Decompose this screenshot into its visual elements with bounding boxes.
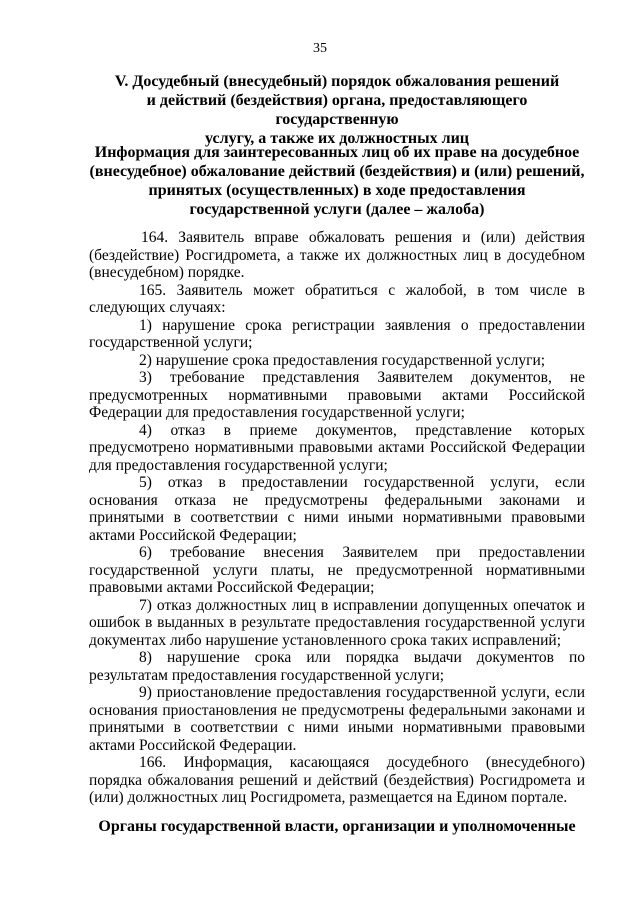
section-title-line: V. Досудебный (внесудебный) порядок обжалования решений [114,73,560,90]
info-subtitle-line: государственной услуги (далее – жалоба) [189,201,485,218]
paragraph-166: 166. Информация, касающаяся досудебного (внесудебного) порядка обжалования решений и действий (бездействия) Росгидромета и (или) должностных лиц Росгидромета, размещается на Едином портале. [89,754,585,806]
list-item-9: 9) приостановление предоставления государственной услуги, если основания приостановления не предусмотрены федеральными законами и принятыми в соответствии с ними иными нормативными правовыми актами Российской Федерации. [89,684,585,754]
list-item-8: 8) нарушение срока или порядка выдачи документов по результатам предоставления государственной услуги; [89,649,585,684]
list-item-1: 1) нарушение срока регистрации заявления о предоставлении государственной услуги; [89,316,585,351]
list-item-5: 5) отказ в предоставлении государственной услуги, если основания отказа не предусмотрены федеральными законами и принятыми в соответствии с ними иными нормативными правовыми актами Российской Федерации; [89,474,585,544]
info-subtitle-line: (внесудебное) обжалование действий (бездействия) и (или) решений, [89,163,585,180]
section-title-line: услугу, а также их должностных лиц [205,130,469,147]
info-subtitle [89,143,585,219]
section-title [89,72,585,148]
section-title-line: и действий (бездействия) органа, предоставляющего государственную [146,92,528,128]
list-item-7: 7) отказ должностных лиц в исправлении допущенных опечаток и ошибок в выданных в результате предоставления государственной услуги документах либо нарушение установленного срока таких исправлений; [89,596,585,649]
list-item-6: 6) требование внесения Заявителем при предоставлении государственной услуги платы, не предусмотренной нормативными правовыми актами Российской Федерации; [89,544,585,596]
paragraph-165: 165. Заявитель может обратиться с жалобой, в том числе в следующих случаях: [89,281,585,316]
list-item-4: 4) отказ в приеме документов, представление которых предусмотрено нормативными правовыми актами Российской Федерации для предоставления государственной услуги; [89,421,585,474]
paragraph-164: 164. Заявитель вправе обжаловать решения и (или) действия (бездействие) Росгидромета, а также их должностных лиц в досудебном (внесудебном) порядке. [89,229,585,281]
page-number: 35 [313,41,327,56]
list-item-2: 2) нарушение срока предоставления государственной услуги; [139,351,546,369]
next-section-heading: Органы государственной власти, организации и уполномоченные [98,818,576,835]
info-subtitle-line: Информация для заинтересованных лиц об их праве на досудебное [94,144,580,161]
body-text [89,229,585,807]
info-subtitle-line: принятых (осуществленных) в ходе предоставления [148,182,526,199]
list-item-3: 3) требование представления Заявителем документов, не предусмотренных нормативными правовыми актами Российской Федерации для предоставления государственной услуги; [89,369,585,421]
